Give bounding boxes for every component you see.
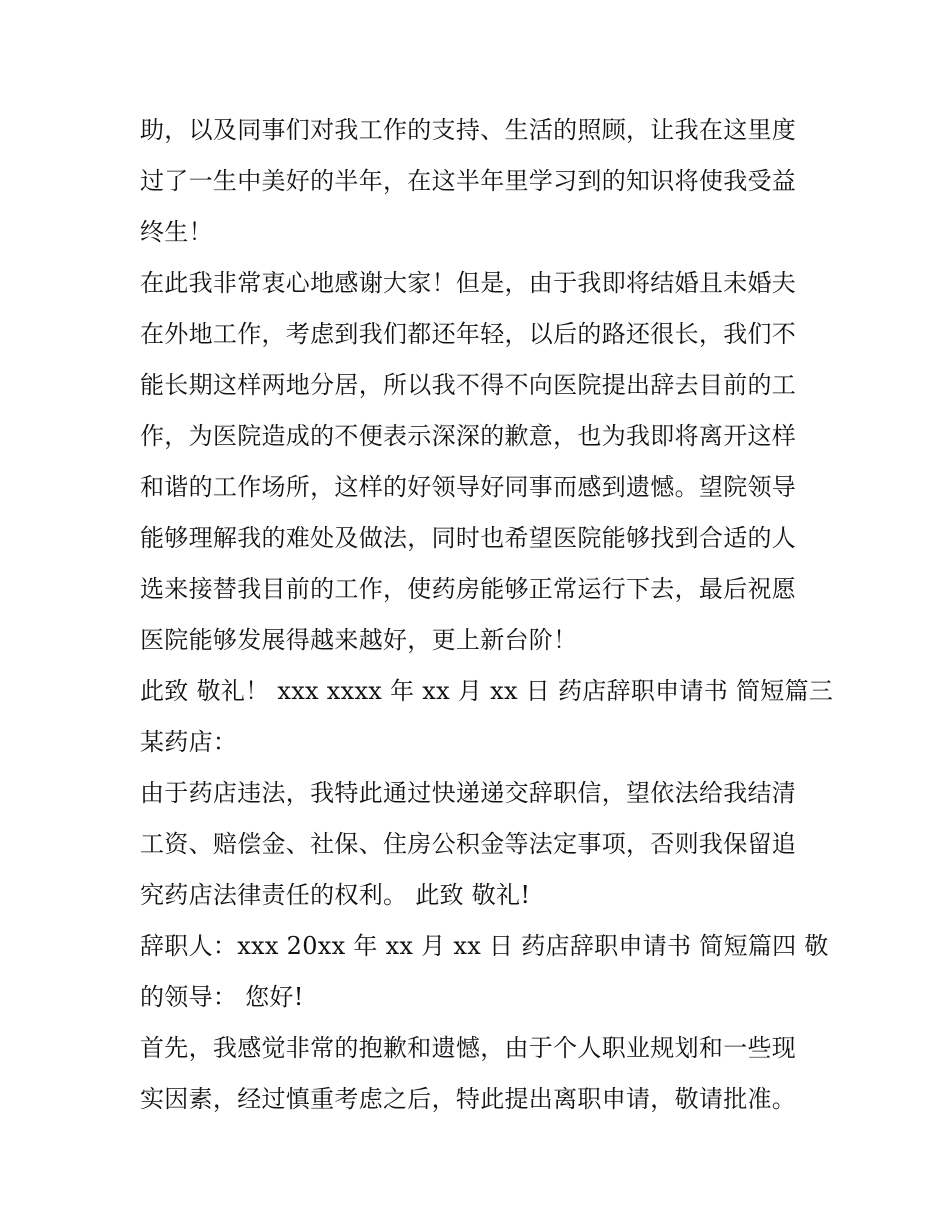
document-body: [140, 105, 834, 1125]
text-line: 的领导： 您好!: [140, 983, 304, 1011]
text-line: 此致 敬礼！ xxx xxxx 年 xx 月 xx 日 药店辞职申请书 简短篇三: [140, 677, 834, 705]
text-line: 实因素，经过慎重考虑之后，特此提出离职申请，敬请批准。: [140, 1085, 797, 1113]
text-line: 过了一生中美好的半年，在这半年里学习到的知识将使我受益: [140, 167, 797, 195]
text-line: 究药店法律责任的权利。 此致 敬礼!: [140, 881, 531, 909]
text-line: 能够理解我的难处及做法，同时也希望医院能够找到合适的人: [140, 524, 797, 552]
text-line: 作，为医院造成的不便表示深深的歉意，也为我即将离开这样: [140, 422, 797, 450]
text-line: 助，以及同事们对我工作的支持、生活的照顾，让我在这里度: [140, 116, 797, 144]
text-line: 辞职人：xxx 20xx 年 xx 月 xx 日 药店辞职申请书 简短篇四 敬: [140, 932, 829, 960]
text-line: 在此我非常衷心地感谢大家！但是，由于我即将结婚且未婚夫: [140, 269, 797, 297]
text-line: 在外地工作，考虑到我们都还年轻，以后的路还很长，我们不: [140, 320, 797, 348]
text-line: 由于药店违法，我特此通过快递递交辞职信，望依法给我结清: [140, 779, 797, 807]
text-line: 能长期这样两地分居，所以我不得不向医院提出辞去目前的工: [140, 371, 797, 399]
text-line: 选来接替我目前的工作，使药房能够正常运行下去，最后祝愿: [140, 575, 797, 603]
text-line: 某药店：: [140, 728, 238, 756]
text-line: 首先，我感觉非常的抱歉和遗憾，由于个人职业规划和一些现: [140, 1034, 797, 1062]
text-line: 工资、赔偿金、社保、住房公积金等法定事项，否则我保留追: [140, 830, 797, 858]
text-line: 终生！: [140, 218, 213, 246]
text-line: 和谐的工作场所，这样的好领导好同事而感到遗憾。望院领导: [140, 473, 797, 501]
text-line: 医院能够发展得越来越好，更上新台阶！: [140, 626, 578, 654]
